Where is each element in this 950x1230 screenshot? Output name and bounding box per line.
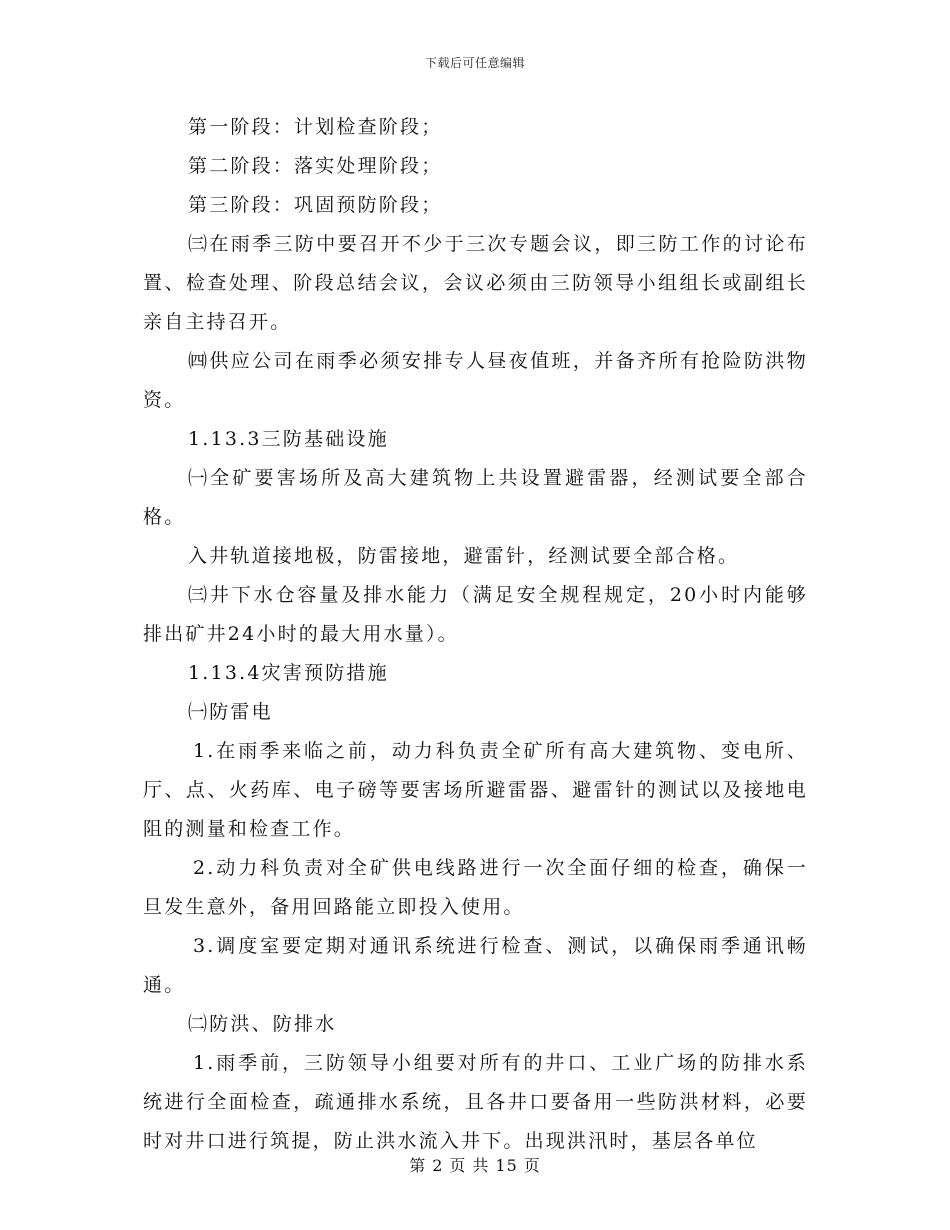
- section-heading-1-13-3: 1.13.3三防基础设施: [188, 428, 389, 450]
- footer-prefix: 第: [409, 1156, 427, 1175]
- paragraph-drainage-capacity: ㈢井下水仓容量及排水能力（满足安全规程规定，20小时内能够排出矿井24小时的最大用水量）。: [143, 584, 808, 645]
- footer-page-word: 页: [449, 1156, 467, 1175]
- paragraph-stage-1: 第一阶段：计划检查阶段；: [188, 116, 443, 138]
- page-footer: [0, 1153, 950, 1176]
- list-item-lightning-1: 1.在雨季来临之前，动力科负责全矿所有高大建筑物、变电所、厅、点、火药库、电子磅等要害场所避雷器、避雷针的测试以及接地电阻的测量和检查工作。: [143, 740, 808, 840]
- document-body: [143, 108, 808, 1161]
- subheading-lightning-protection: ㈠防雷电: [188, 701, 273, 723]
- paragraph-lightning-arrestors: ㈠全矿要害场所及高大建筑物上共设置避雷器，经测试要全部合格。: [143, 467, 808, 528]
- paragraph-grounding: 入井轨道接地极，防雷接地，避雷针，经测试要全部合格。: [188, 545, 740, 567]
- footer-total-pages: 15: [495, 1156, 518, 1175]
- footer-page-number: 2: [432, 1156, 444, 1175]
- page-header-note: 下载后可任意编辑: [424, 56, 525, 70]
- paragraph-stage-3: 第三阶段：巩固预防阶段；: [188, 194, 443, 216]
- footer-suffix: 页: [523, 1156, 541, 1175]
- section-heading-1-13-4: 1.13.4灾害预防措施: [188, 662, 389, 684]
- paragraph-meetings: ㈢在雨季三防中要召开不少于三次专题会议，即三防工作的讨论布置、检查处理、阶段总结会议，会议必须由三防领导小组组长或副组长亲自主持召开。: [143, 233, 808, 333]
- paragraph-stage-2: 第二阶段：落实处理阶段；: [188, 155, 443, 177]
- list-item-flood-1: 1.雨季前，三防领导小组要对所有的井口、工业广场的防排水系统进行全面检查，疏通排水系统，且各井口要备用一些防洪材料，必要时对井口进行筑提，防止洪水流入井下。出现洪汛时，基层各单位: [143, 1052, 808, 1152]
- subheading-flood-control: ㈡防洪、防排水: [188, 1013, 337, 1035]
- footer-total-word: 共: [472, 1156, 490, 1175]
- list-item-lightning-2: 2.动力科负责对全矿供电线路进行一次全面仔细的检查，确保一旦发生意外，备用回路能立即投入使用。: [143, 857, 808, 918]
- paragraph-supply-duty: ㈣供应公司在雨季必须安排专人昼夜值班，并备齐所有抢险防洪物资。: [143, 350, 808, 411]
- list-item-lightning-3: 3.调度室要定期对通讯系统进行检查、测试，以确保雨季通讯畅通。: [143, 935, 808, 996]
